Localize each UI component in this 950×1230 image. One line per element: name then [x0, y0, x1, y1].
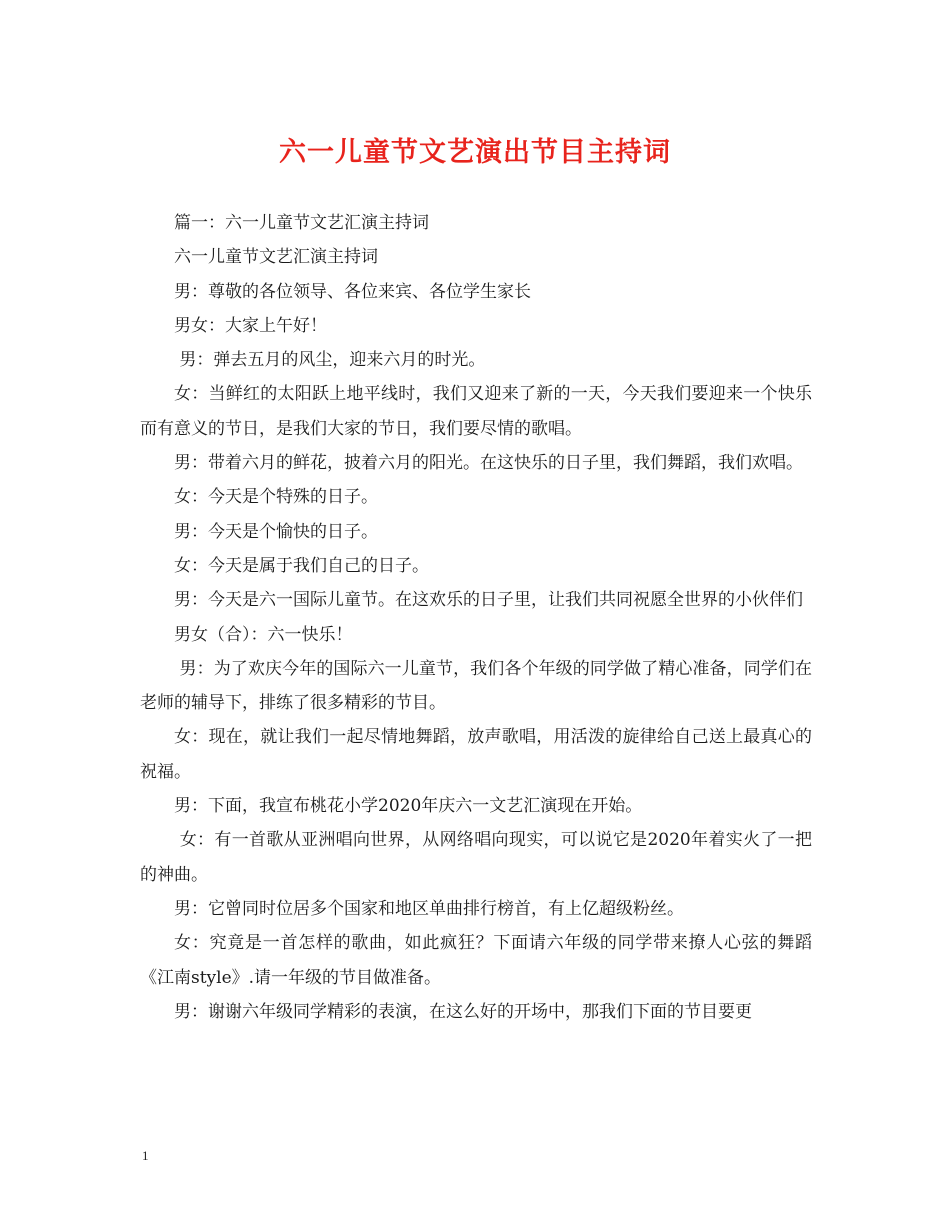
paragraph: 男：今天是个愉快的日子。: [174, 521, 378, 542]
paragraph: 六一儿童节文艺汇演主持词: [174, 247, 378, 268]
paragraph: 男：今天是六一国际儿童节。在这欢乐的日子里，让我们共同祝愿全世界的小伙伴们: [174, 590, 803, 611]
document-body: [140, 206, 812, 1029]
paragraph: 男：弹去五月的风尘，迎来六月的时光。: [174, 350, 486, 371]
paragraph: 女：当鲜红的太阳跃上地平线时，我们又迎来了新的一天，今天我们要迎来一个快乐而有意义的节日，是我们大家的节日，我们要尽情的歌唱。: [140, 384, 812, 439]
page-number: 1: [142, 1148, 149, 1163]
paragraph: 男：下面，我宣布桃花小学2020年庆六一文艺汇演现在开始。: [174, 796, 643, 817]
paragraph: 男：谢谢六年级同学精彩的表演，在这么好的开场中，那我们下面的节目要更: [174, 1001, 752, 1022]
paragraph: 男：为了欢庆今年的国际六一儿童节，我们各个年级的同学做了精心准备，同学们在老师的辅导下，排练了很多精彩的节目。: [140, 658, 813, 714]
paragraph: 男：带着六月的鲜花，披着六月的阳光。在这快乐的日子里，我们舞蹈，我们欢唱。: [174, 453, 803, 474]
paragraph: 女：今天是个特殊的日子。: [174, 487, 378, 508]
paragraph: 男女：大家上午好！: [174, 315, 327, 336]
paragraph: 女：今天是属于我们自己的日子。: [174, 555, 429, 576]
paragraph: 女：究竟是一首怎样的歌曲，如此疯狂？下面请六年级的同学带来撩人心弦的舞蹈《江南style》.请一年级的节目做准备。: [140, 933, 812, 988]
paragraph: 男：它曾同时位居多个国家和地区单曲排行榜首，有上亿超级粉丝。: [174, 898, 684, 919]
document-title: 六一儿童节文艺演出节目主持词: [279, 137, 671, 168]
paragraph: 男：尊敬的各位领导、各位来宾、各位学生家长: [174, 281, 531, 302]
paragraph: 女：有一首歌从亚洲唱向世界，从网络唱向现实，可以说它是2020年着实火了一把的神曲。: [140, 830, 813, 885]
paragraph: 女：现在，就让我们一起尽情地舞蹈，放声歌唱，用活泼的旋律给自己送上最真心的祝福。: [140, 727, 812, 782]
paragraph: 篇一：六一儿童节文艺汇演主持词: [174, 213, 429, 233]
paragraph: 男女（合）：六一快乐！: [174, 624, 353, 645]
